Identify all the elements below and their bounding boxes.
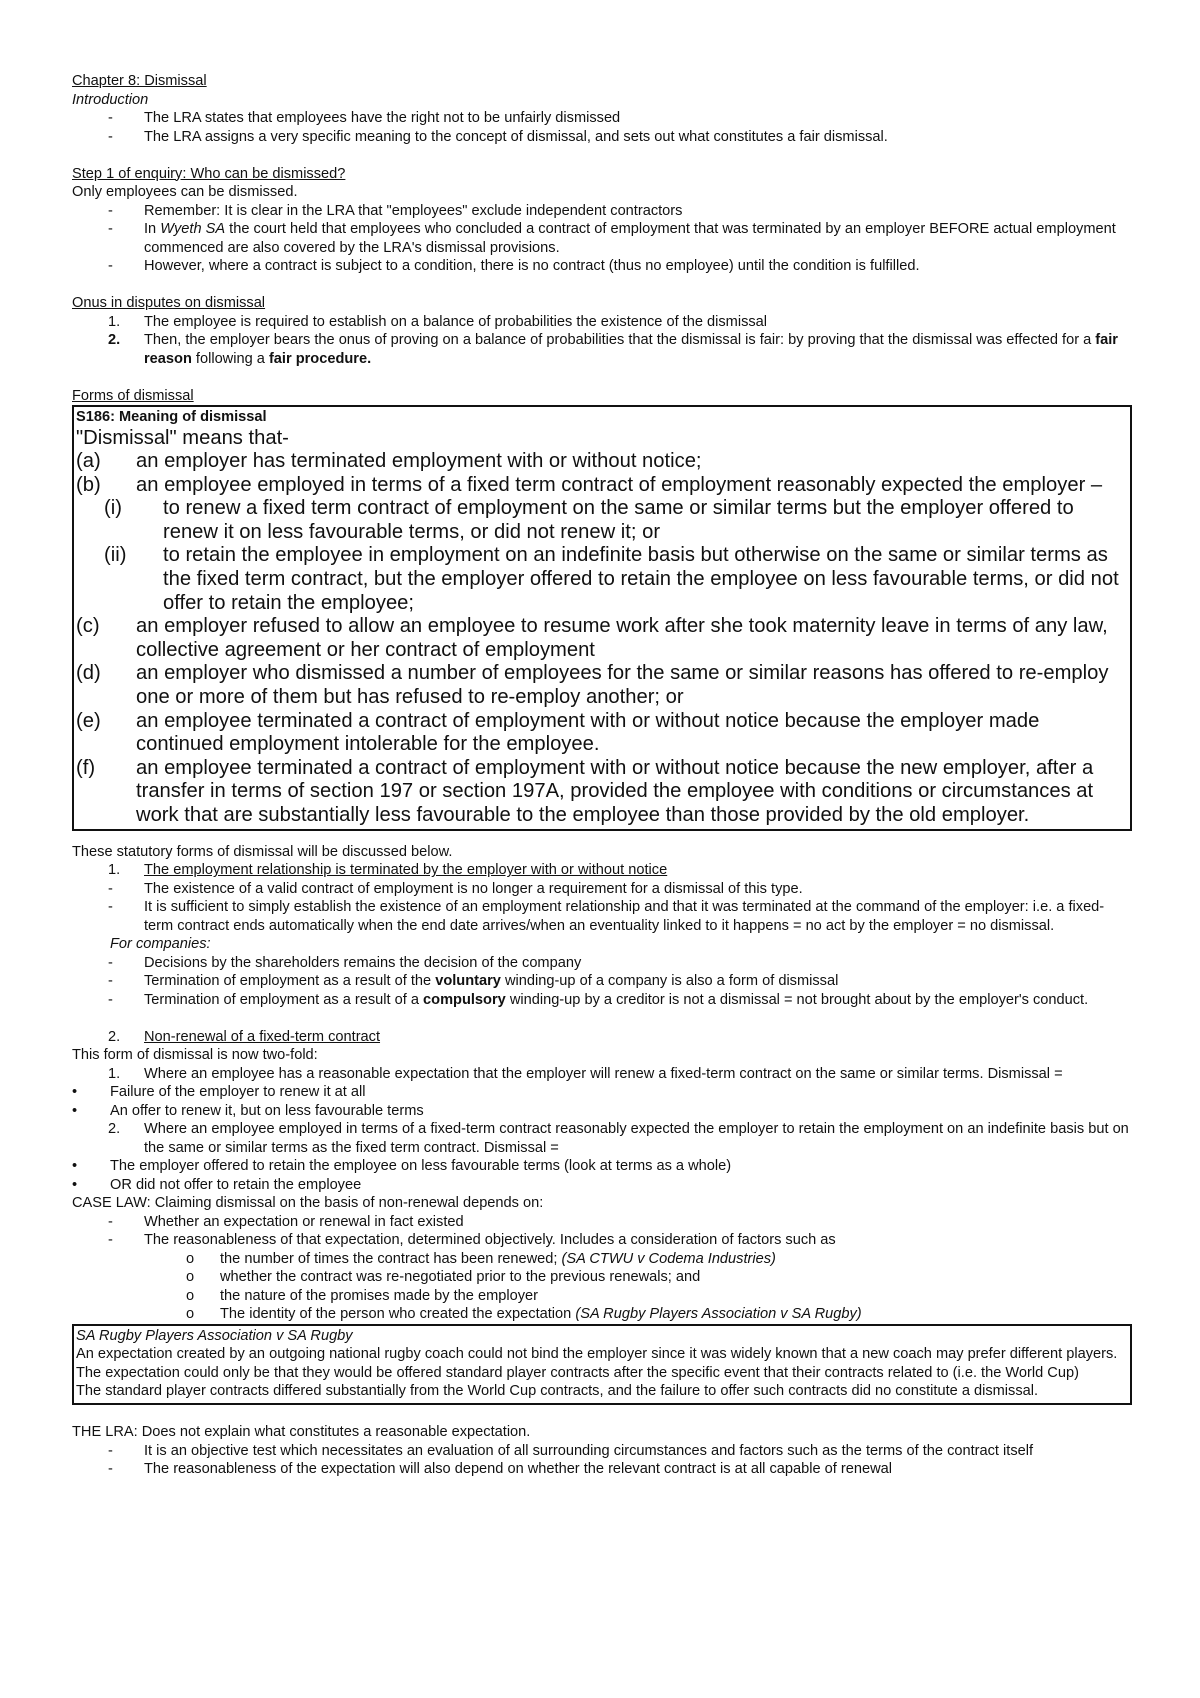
list-item: - Whether an expectation or renewal in fact existed (108, 1213, 464, 1230)
list-item: - It is sufficient to simply establish the existence of an employment relationship and that it was terminated at the command of the employer: i.e. a fixed-term contract ends automatically when the end date arrives/when an eventuality linked to it happens = no act by the employer = no dismissal. (108, 899, 1105, 934)
paragraph: These statutory forms of dismissal will be discussed below. (72, 843, 453, 860)
document-page (72, 72, 1132, 1479)
list-item: - The LRA states that employees have the right not to be unfairly dismissed (108, 110, 621, 126)
sub-list-item: o the number of times the contract has been renewed; (SA CTWU v Codema Industries) (186, 1250, 776, 1267)
paragraph: Only employees can be dismissed. (72, 184, 298, 200)
list-item: - Termination of employment as a result of the voluntary winding-up of a company is also a form of dismissal (108, 973, 839, 990)
sub-list-item: o whether the contract was re-negotiated prior to the previous renewals; and (186, 1269, 701, 1286)
paragraph: The standard player contracts differed substantially from the World Cup contracts, and the failure to offer such contracts did no constitute a dismissal. (76, 1383, 1039, 1400)
bullet-item: • The employer offered to retain the employee on less favourable terms (look at terms as a whole) (72, 1158, 732, 1175)
clause: (d) an employer who dismissed a number of employees for the same or similar reasons has offered to re-employ one or more of them but has refused to re-employ another; or (76, 662, 1109, 709)
sub-list-item: o The identity of the person who created the expectation (SA Rugby Players Association v SA Rugby) (186, 1306, 862, 1323)
list-item: - The reasonableness of the expectation will also depend on whether the relevant contract is at all capable of renewal (108, 1461, 892, 1478)
paragraph: THE LRA: Does not explain what constitutes a reasonable expectation. (72, 1424, 531, 1441)
list-item: - The existence of a valid contract of employment is no longer a requirement for a dismissal of this type. (108, 880, 803, 897)
list-item: - Termination of employment as a result of a compulsory winding-up by a creditor is not a dismissal = not brought about by the employer's conduct. (108, 991, 1089, 1008)
bullet-item: • An offer to renew it, but on less favourable terms (72, 1102, 424, 1119)
list-item: 2. Then, the employer bears the onus of proving on a balance of probabilities that the dismissal is fair: by proving that the dismissal was effected for a fair reason following a fair procedure. (108, 332, 1118, 367)
clause: (ii) to retain the employee in employment on an indefinite basis but otherwise on the same or similar terms as the fixed term contract, but the employer offered to retain the employee on less favourable terms, or did not offer to retain the employee; (104, 544, 1119, 614)
clause: (i) to renew a fixed term contract of employment on the same or similar terms but the employer offered to renew it on less favourable terms, or did not renew it; or (104, 497, 1074, 543)
sub-list-item: o the nature of the promises made by the employer (186, 1287, 538, 1304)
clause: (b) an employee employed in terms of a fixed term contract of employment reasonably expected the employer – (76, 473, 1103, 496)
box-title: S186: Meaning of dismissal (76, 409, 267, 425)
paragraph: CASE LAW: Claiming dismissal on the basis of non-renewal depends on: (72, 1195, 544, 1212)
case-box (72, 1324, 1132, 1405)
paragraph: This form of dismissal is now two-fold: (72, 1047, 318, 1064)
bullet-item: • Failure of the employer to renew it at all (72, 1084, 366, 1101)
paragraph: The expectation could only be that they would be offered standard player contracts after the specific event that their contracts related to (i.e. the World Cup) (76, 1364, 1079, 1381)
paragraph: An expectation created by an outgoing national rugby coach could not bind the employer since it was widely known that a new coach may prefer different players. (76, 1346, 1118, 1363)
bullet-item: • OR did not offer to retain the employee (72, 1176, 362, 1193)
section-heading: Forms of dismissal (72, 387, 194, 404)
chapter-title: Chapter 8: Dismissal (72, 73, 207, 89)
s186-box (72, 405, 1132, 831)
paragraph: "Dismissal" means that- (76, 426, 289, 449)
list-item: 2. Non-renewal of a fixed-term contract (108, 1028, 381, 1045)
section-heading: Onus in disputes on dismissal (72, 295, 266, 311)
clause: (f) an employee terminated a contract of employment with or without notice because the new employer, after a transfer in terms of section 197 or section 197A, provided the employee with conditions or circumstances at work that are substantially less favourable to the employee than those provided by the old employer. (76, 756, 1094, 826)
list-item: - Decisions by the shareholders remains the decision of the company (108, 954, 582, 971)
list-item: 1. Where an employee has a reasonable expectation that the employer will renew a fixed-term contract on the same or similar terms. Dismissal = (108, 1065, 1063, 1082)
list-item: 1. The employee is required to establish on a balance of probabilities the existence of the dismissal (108, 313, 768, 330)
section-heading: Step 1 of enquiry: Who can be dismissed? (72, 165, 346, 182)
clause: (e) an employee terminated a contract of employment with or without notice because the employer made continued employment intolerable for the employee. (76, 709, 1040, 756)
list-item: - The LRA assigns a very specific meaning to the concept of dismissal, and sets out what constitutes a fair dismissal. (108, 128, 888, 145)
list-item: - In Wyeth SA the court held that employees who concluded a contract of employment that was terminated by an employer BEFORE actual employment commenced are also covered by the LRA's dismissal provisions. (108, 221, 1116, 256)
list-item: - It is an objective test which necessitates an evaluation of all surrounding circumstances and factors such as the terms of the contract itself (108, 1442, 1034, 1459)
clause: (c) an employer refused to allow an employee to resume work after she took maternity leave in terms of any law, collective agreement or her contract of employment (76, 615, 1108, 661)
clause: (a) an employer has terminated employment with or without notice; (76, 450, 702, 473)
list-item: 1. The employment relationship is terminated by the employer with or without notice (108, 862, 668, 879)
subheading: For companies: (110, 936, 211, 953)
intro-heading: Introduction (72, 91, 149, 108)
list-item: 2. Where an employee employed in terms of a fixed-term contract reasonably expected the employer to retain the employment on an indefinite basis but on the same or similar terms as the fixed term contract. Dismissal = (108, 1121, 1129, 1156)
list-item: - Remember: It is clear in the LRA that "employees" exclude independent contractors (108, 202, 683, 219)
list-item: - The reasonableness of that expectation, determined objectively. Includes a consideration of factors such as (108, 1232, 836, 1249)
list-item: - However, where a contract is subject to a condition, there is no contract (thus no employee) until the condition is fulfilled. (108, 258, 920, 274)
box-title: SA Rugby Players Association v SA Rugby (76, 1327, 353, 1344)
